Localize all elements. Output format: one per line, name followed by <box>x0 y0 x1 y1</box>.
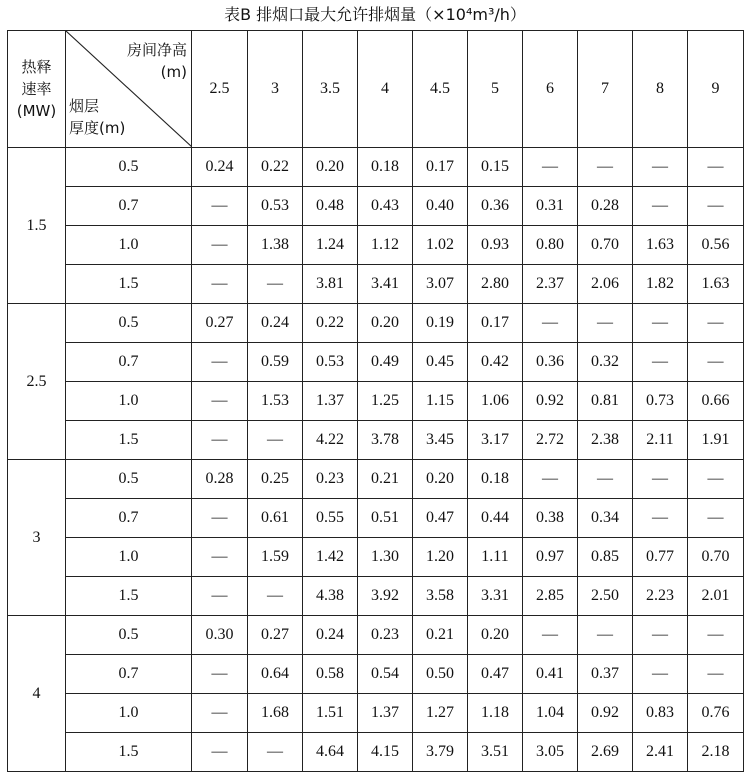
table-row <box>8 148 744 187</box>
table-row <box>8 304 744 343</box>
exhaust-rate-cell: — <box>192 421 248 460</box>
exhaust-rate-cell: 1.63 <box>688 265 744 304</box>
exhaust-rate-cell: 0.93 <box>468 226 523 265</box>
exhaust-rate-cell: 0.97 <box>523 538 578 577</box>
smoke-layer-thickness-cell: 0.5 <box>66 148 192 187</box>
exhaust-rate-cell: 0.18 <box>358 148 413 187</box>
exhaust-rate-cell: 4.64 <box>303 733 358 772</box>
exhaust-rate-cell: — <box>523 616 578 655</box>
exhaust-rate-cell: 0.70 <box>578 226 633 265</box>
height-header: 4 <box>358 31 413 148</box>
exhaust-rate-cell: 1.24 <box>303 226 358 265</box>
table-row <box>8 187 744 226</box>
smoke-layer-thickness-cell: 1.5 <box>66 577 192 616</box>
exhaust-rate-cell: 3.81 <box>303 265 358 304</box>
exhaust-rate-cell: 4.15 <box>358 733 413 772</box>
exhaust-rate-cell: 0.24 <box>248 304 303 343</box>
exhaust-rate-cell: 1.37 <box>303 382 358 421</box>
exhaust-rate-cell: 0.23 <box>358 616 413 655</box>
heat-release-rate-header: 热释 速率 (MW) <box>8 31 66 148</box>
exhaust-rate-cell: 2.69 <box>578 733 633 772</box>
exhaust-rate-cell: 0.28 <box>192 460 248 499</box>
exhaust-rate-cell: 2.38 <box>578 421 633 460</box>
table-row <box>8 382 744 421</box>
exhaust-rate-cell: 4.22 <box>303 421 358 460</box>
exhaust-rate-cell: 0.24 <box>192 148 248 187</box>
exhaust-rate-cell: 1.82 <box>633 265 688 304</box>
diagonal-header-cell <box>66 31 192 148</box>
exhaust-rate-cell: 2.41 <box>633 733 688 772</box>
exhaust-rate-cell: 0.83 <box>633 694 688 733</box>
exhaust-rate-cell: 2.80 <box>468 265 523 304</box>
exhaust-rate-cell: 2.01 <box>688 577 744 616</box>
table-row <box>8 460 744 499</box>
table-row <box>8 538 744 577</box>
smoke-layer-thickness-cell: 0.7 <box>66 187 192 226</box>
exhaust-rate-cell: — <box>633 655 688 694</box>
exhaust-rate-cell: — <box>192 577 248 616</box>
exhaust-rate-cell: 3.79 <box>413 733 468 772</box>
exhaust-rate-cell: — <box>633 499 688 538</box>
exhaust-rate-cell: 0.40 <box>413 187 468 226</box>
exhaust-rate-cell: — <box>578 460 633 499</box>
exhaust-rate-cell: 0.44 <box>468 499 523 538</box>
exhaust-rate-cell: — <box>633 187 688 226</box>
smoke-layer-thickness-cell: 0.7 <box>66 499 192 538</box>
exhaust-rate-cell: 0.85 <box>578 538 633 577</box>
smoke-layer-thickness-cell: 0.5 <box>66 460 192 499</box>
smoke-layer-thickness-cell: 0.7 <box>66 343 192 382</box>
exhaust-rate-cell: 0.70 <box>688 538 744 577</box>
exhaust-rate-cell: 1.06 <box>468 382 523 421</box>
table-row <box>8 616 744 655</box>
exhaust-rate-cell: 0.38 <box>523 499 578 538</box>
smoke-layer-thickness-cell: 1.0 <box>66 226 192 265</box>
table-row <box>8 655 744 694</box>
exhaust-rate-cell: 1.53 <box>248 382 303 421</box>
smoke-layer-thickness-cell: 0.7 <box>66 655 192 694</box>
exhaust-rate-cell: 1.38 <box>248 226 303 265</box>
exhaust-rate-cell: 3.17 <box>468 421 523 460</box>
exhaust-rate-cell: — <box>523 148 578 187</box>
exhaust-rate-cell: — <box>523 304 578 343</box>
exhaust-rate-cell: 0.53 <box>303 343 358 382</box>
exhaust-rate-cell: 0.28 <box>578 187 633 226</box>
exhaust-rate-cell: 0.18 <box>468 460 523 499</box>
exhaust-rate-cell: 3.92 <box>358 577 413 616</box>
exhaust-rate-cell: — <box>192 538 248 577</box>
smoke-layer-thickness-cell: 0.5 <box>66 304 192 343</box>
exhaust-rate-cell: 0.25 <box>248 460 303 499</box>
exhaust-rate-cell: 1.59 <box>248 538 303 577</box>
exhaust-rate-cell: 0.49 <box>358 343 413 382</box>
table-row <box>8 265 744 304</box>
heat-release-rate-cell: 2.5 <box>8 304 66 460</box>
exhaust-rate-cell: — <box>192 343 248 382</box>
exhaust-rate-cell: 0.55 <box>303 499 358 538</box>
table-title: 表B 排烟口最大允许排烟量（×10⁴m³/h） <box>224 5 526 24</box>
exhaust-rate-cell: — <box>192 733 248 772</box>
exhaust-rate-cell: 0.20 <box>468 616 523 655</box>
exhaust-rate-cell: 1.37 <box>358 694 413 733</box>
exhaust-rate-cell: 0.21 <box>358 460 413 499</box>
table-row <box>8 421 744 460</box>
exhaust-rate-cell: 0.56 <box>688 226 744 265</box>
exhaust-rate-cell: — <box>633 460 688 499</box>
smoke-layer-thickness-cell: 1.5 <box>66 421 192 460</box>
height-header: 6 <box>523 31 578 148</box>
exhaust-rate-cell: 2.06 <box>578 265 633 304</box>
exhaust-rate-cell: 0.15 <box>468 148 523 187</box>
exhaust-rate-cell: 4.38 <box>303 577 358 616</box>
exhaust-rate-cell: 0.76 <box>688 694 744 733</box>
exhaust-rate-cell: 1.25 <box>358 382 413 421</box>
exhaust-rate-cell: 0.17 <box>468 304 523 343</box>
height-header: 8 <box>633 31 688 148</box>
exhaust-rate-cell: 0.31 <box>523 187 578 226</box>
exhaust-rate-cell: — <box>578 616 633 655</box>
exhaust-rate-cell: 0.61 <box>248 499 303 538</box>
exhaust-rate-cell: 0.81 <box>578 382 633 421</box>
exhaust-rate-cell: — <box>688 460 744 499</box>
exhaust-rate-cell: — <box>248 421 303 460</box>
exhaust-rate-cell: 3.58 <box>413 577 468 616</box>
exhaust-rate-cell: 3.45 <box>413 421 468 460</box>
exhaust-rate-cell: — <box>688 148 744 187</box>
exhaust-rate-cell: 3.07 <box>413 265 468 304</box>
exhaust-rate-cell: 0.36 <box>468 187 523 226</box>
exhaust-rate-cell: 1.11 <box>468 538 523 577</box>
exhaust-rate-cell: 0.22 <box>303 304 358 343</box>
exhaust-rate-cell: — <box>688 616 744 655</box>
height-header: 2.5 <box>192 31 248 148</box>
exhaust-rate-cell: 0.92 <box>523 382 578 421</box>
exhaust-rate-cell: — <box>523 460 578 499</box>
exhaust-rate-cell: 1.18 <box>468 694 523 733</box>
exhaust-rate-cell: 1.20 <box>413 538 468 577</box>
exhaust-rate-cell: — <box>192 499 248 538</box>
height-header: 7 <box>578 31 633 148</box>
smoke-exhaust-table <box>7 30 744 772</box>
exhaust-rate-cell: 0.30 <box>192 616 248 655</box>
heat-release-rate-cell: 3 <box>8 460 66 616</box>
table-row <box>8 499 744 538</box>
smoke-layer-thickness-cell: 1.5 <box>66 733 192 772</box>
exhaust-rate-cell: 0.42 <box>468 343 523 382</box>
exhaust-rate-cell: 0.21 <box>413 616 468 655</box>
exhaust-rate-cell: 0.23 <box>303 460 358 499</box>
exhaust-rate-cell: 0.47 <box>468 655 523 694</box>
exhaust-rate-cell: 1.68 <box>248 694 303 733</box>
table-row <box>8 733 744 772</box>
exhaust-rate-cell: 0.51 <box>358 499 413 538</box>
smoke-layer-thickness-cell: 1.0 <box>66 538 192 577</box>
exhaust-rate-cell: 3.78 <box>358 421 413 460</box>
exhaust-rate-cell: — <box>688 655 744 694</box>
exhaust-rate-cell: 0.54 <box>358 655 413 694</box>
height-header: 3.5 <box>303 31 358 148</box>
height-header: 3 <box>248 31 303 148</box>
exhaust-rate-cell: 0.37 <box>578 655 633 694</box>
exhaust-rate-cell: 1.51 <box>303 694 358 733</box>
exhaust-rate-cell: 3.31 <box>468 577 523 616</box>
exhaust-rate-cell: 0.92 <box>578 694 633 733</box>
exhaust-rate-cell: 1.63 <box>633 226 688 265</box>
header-row <box>8 31 744 148</box>
heat-release-rate-cell: 4 <box>8 616 66 772</box>
exhaust-rate-cell: 2.72 <box>523 421 578 460</box>
smoke-layer-thickness-cell: 1.0 <box>66 382 192 421</box>
exhaust-rate-cell: 0.19 <box>413 304 468 343</box>
exhaust-rate-cell: — <box>688 187 744 226</box>
exhaust-rate-cell: 3.05 <box>523 733 578 772</box>
exhaust-rate-cell: 0.24 <box>303 616 358 655</box>
exhaust-rate-cell: — <box>192 226 248 265</box>
exhaust-rate-cell: 2.11 <box>633 421 688 460</box>
exhaust-rate-cell: 0.32 <box>578 343 633 382</box>
exhaust-rate-cell: — <box>192 655 248 694</box>
exhaust-rate-cell: 0.27 <box>192 304 248 343</box>
exhaust-rate-cell: — <box>688 343 744 382</box>
smoke-layer-thickness-cell: 0.5 <box>66 616 192 655</box>
exhaust-rate-cell: 0.43 <box>358 187 413 226</box>
exhaust-rate-cell: — <box>192 265 248 304</box>
table-body <box>8 148 744 772</box>
table-row <box>8 577 744 616</box>
exhaust-rate-cell: — <box>633 148 688 187</box>
exhaust-rate-cell: — <box>192 694 248 733</box>
exhaust-rate-cell: 2.18 <box>688 733 744 772</box>
exhaust-rate-cell: 0.34 <box>578 499 633 538</box>
height-header: 9 <box>688 31 744 148</box>
exhaust-rate-cell: 3.41 <box>358 265 413 304</box>
table-row <box>8 694 744 733</box>
table-row <box>8 343 744 382</box>
exhaust-rate-cell: 0.20 <box>413 460 468 499</box>
exhaust-rate-cell: — <box>248 265 303 304</box>
exhaust-rate-cell: 2.85 <box>523 577 578 616</box>
exhaust-rate-cell: 1.27 <box>413 694 468 733</box>
exhaust-rate-cell: — <box>578 304 633 343</box>
exhaust-rate-cell: 0.58 <box>303 655 358 694</box>
exhaust-rate-cell: 2.50 <box>578 577 633 616</box>
exhaust-rate-cell: 1.12 <box>358 226 413 265</box>
exhaust-rate-cell: 1.30 <box>358 538 413 577</box>
table-row <box>8 226 744 265</box>
exhaust-rate-cell: 0.77 <box>633 538 688 577</box>
exhaust-rate-cell: 0.20 <box>358 304 413 343</box>
room-height-label: 房间净高 (m) <box>126 41 187 81</box>
exhaust-rate-cell: 1.42 <box>303 538 358 577</box>
exhaust-rate-cell: — <box>248 733 303 772</box>
exhaust-rate-cell: 0.27 <box>248 616 303 655</box>
exhaust-rate-cell: 1.02 <box>413 226 468 265</box>
exhaust-rate-cell: 0.41 <box>523 655 578 694</box>
exhaust-rate-cell: 2.23 <box>633 577 688 616</box>
heat-release-rate-cell: 1.5 <box>8 148 66 304</box>
exhaust-rate-cell: 0.20 <box>303 148 358 187</box>
exhaust-rate-cell: 0.73 <box>633 382 688 421</box>
smoke-layer-thickness-cell: 1.5 <box>66 265 192 304</box>
exhaust-rate-cell: — <box>633 616 688 655</box>
exhaust-rate-cell: — <box>192 382 248 421</box>
exhaust-rate-cell: — <box>633 304 688 343</box>
exhaust-rate-cell: 1.15 <box>413 382 468 421</box>
exhaust-rate-cell: 1.04 <box>523 694 578 733</box>
smoke-layer-thickness-label: 烟层 厚度(m) <box>69 97 126 137</box>
exhaust-rate-cell: — <box>578 148 633 187</box>
exhaust-rate-cell: 1.91 <box>688 421 744 460</box>
exhaust-rate-cell: — <box>192 187 248 226</box>
height-header: 5 <box>468 31 523 148</box>
exhaust-rate-cell: 0.80 <box>523 226 578 265</box>
exhaust-rate-cell: 0.50 <box>413 655 468 694</box>
exhaust-rate-cell: — <box>688 304 744 343</box>
exhaust-rate-cell: — <box>688 499 744 538</box>
exhaust-rate-cell: 3.51 <box>468 733 523 772</box>
exhaust-rate-cell: 0.66 <box>688 382 744 421</box>
exhaust-rate-cell: — <box>633 343 688 382</box>
exhaust-rate-cell: 0.22 <box>248 148 303 187</box>
exhaust-rate-cell: 0.17 <box>413 148 468 187</box>
smoke-layer-thickness-cell: 1.0 <box>66 694 192 733</box>
exhaust-rate-cell: 0.36 <box>523 343 578 382</box>
height-header: 4.5 <box>413 31 468 148</box>
exhaust-rate-cell: 0.53 <box>248 187 303 226</box>
exhaust-rate-cell: 0.64 <box>248 655 303 694</box>
exhaust-rate-cell: 0.45 <box>413 343 468 382</box>
exhaust-rate-cell: 0.47 <box>413 499 468 538</box>
exhaust-rate-cell: — <box>248 577 303 616</box>
exhaust-rate-cell: 0.59 <box>248 343 303 382</box>
exhaust-rate-cell: 0.48 <box>303 187 358 226</box>
exhaust-rate-cell: 2.37 <box>523 265 578 304</box>
